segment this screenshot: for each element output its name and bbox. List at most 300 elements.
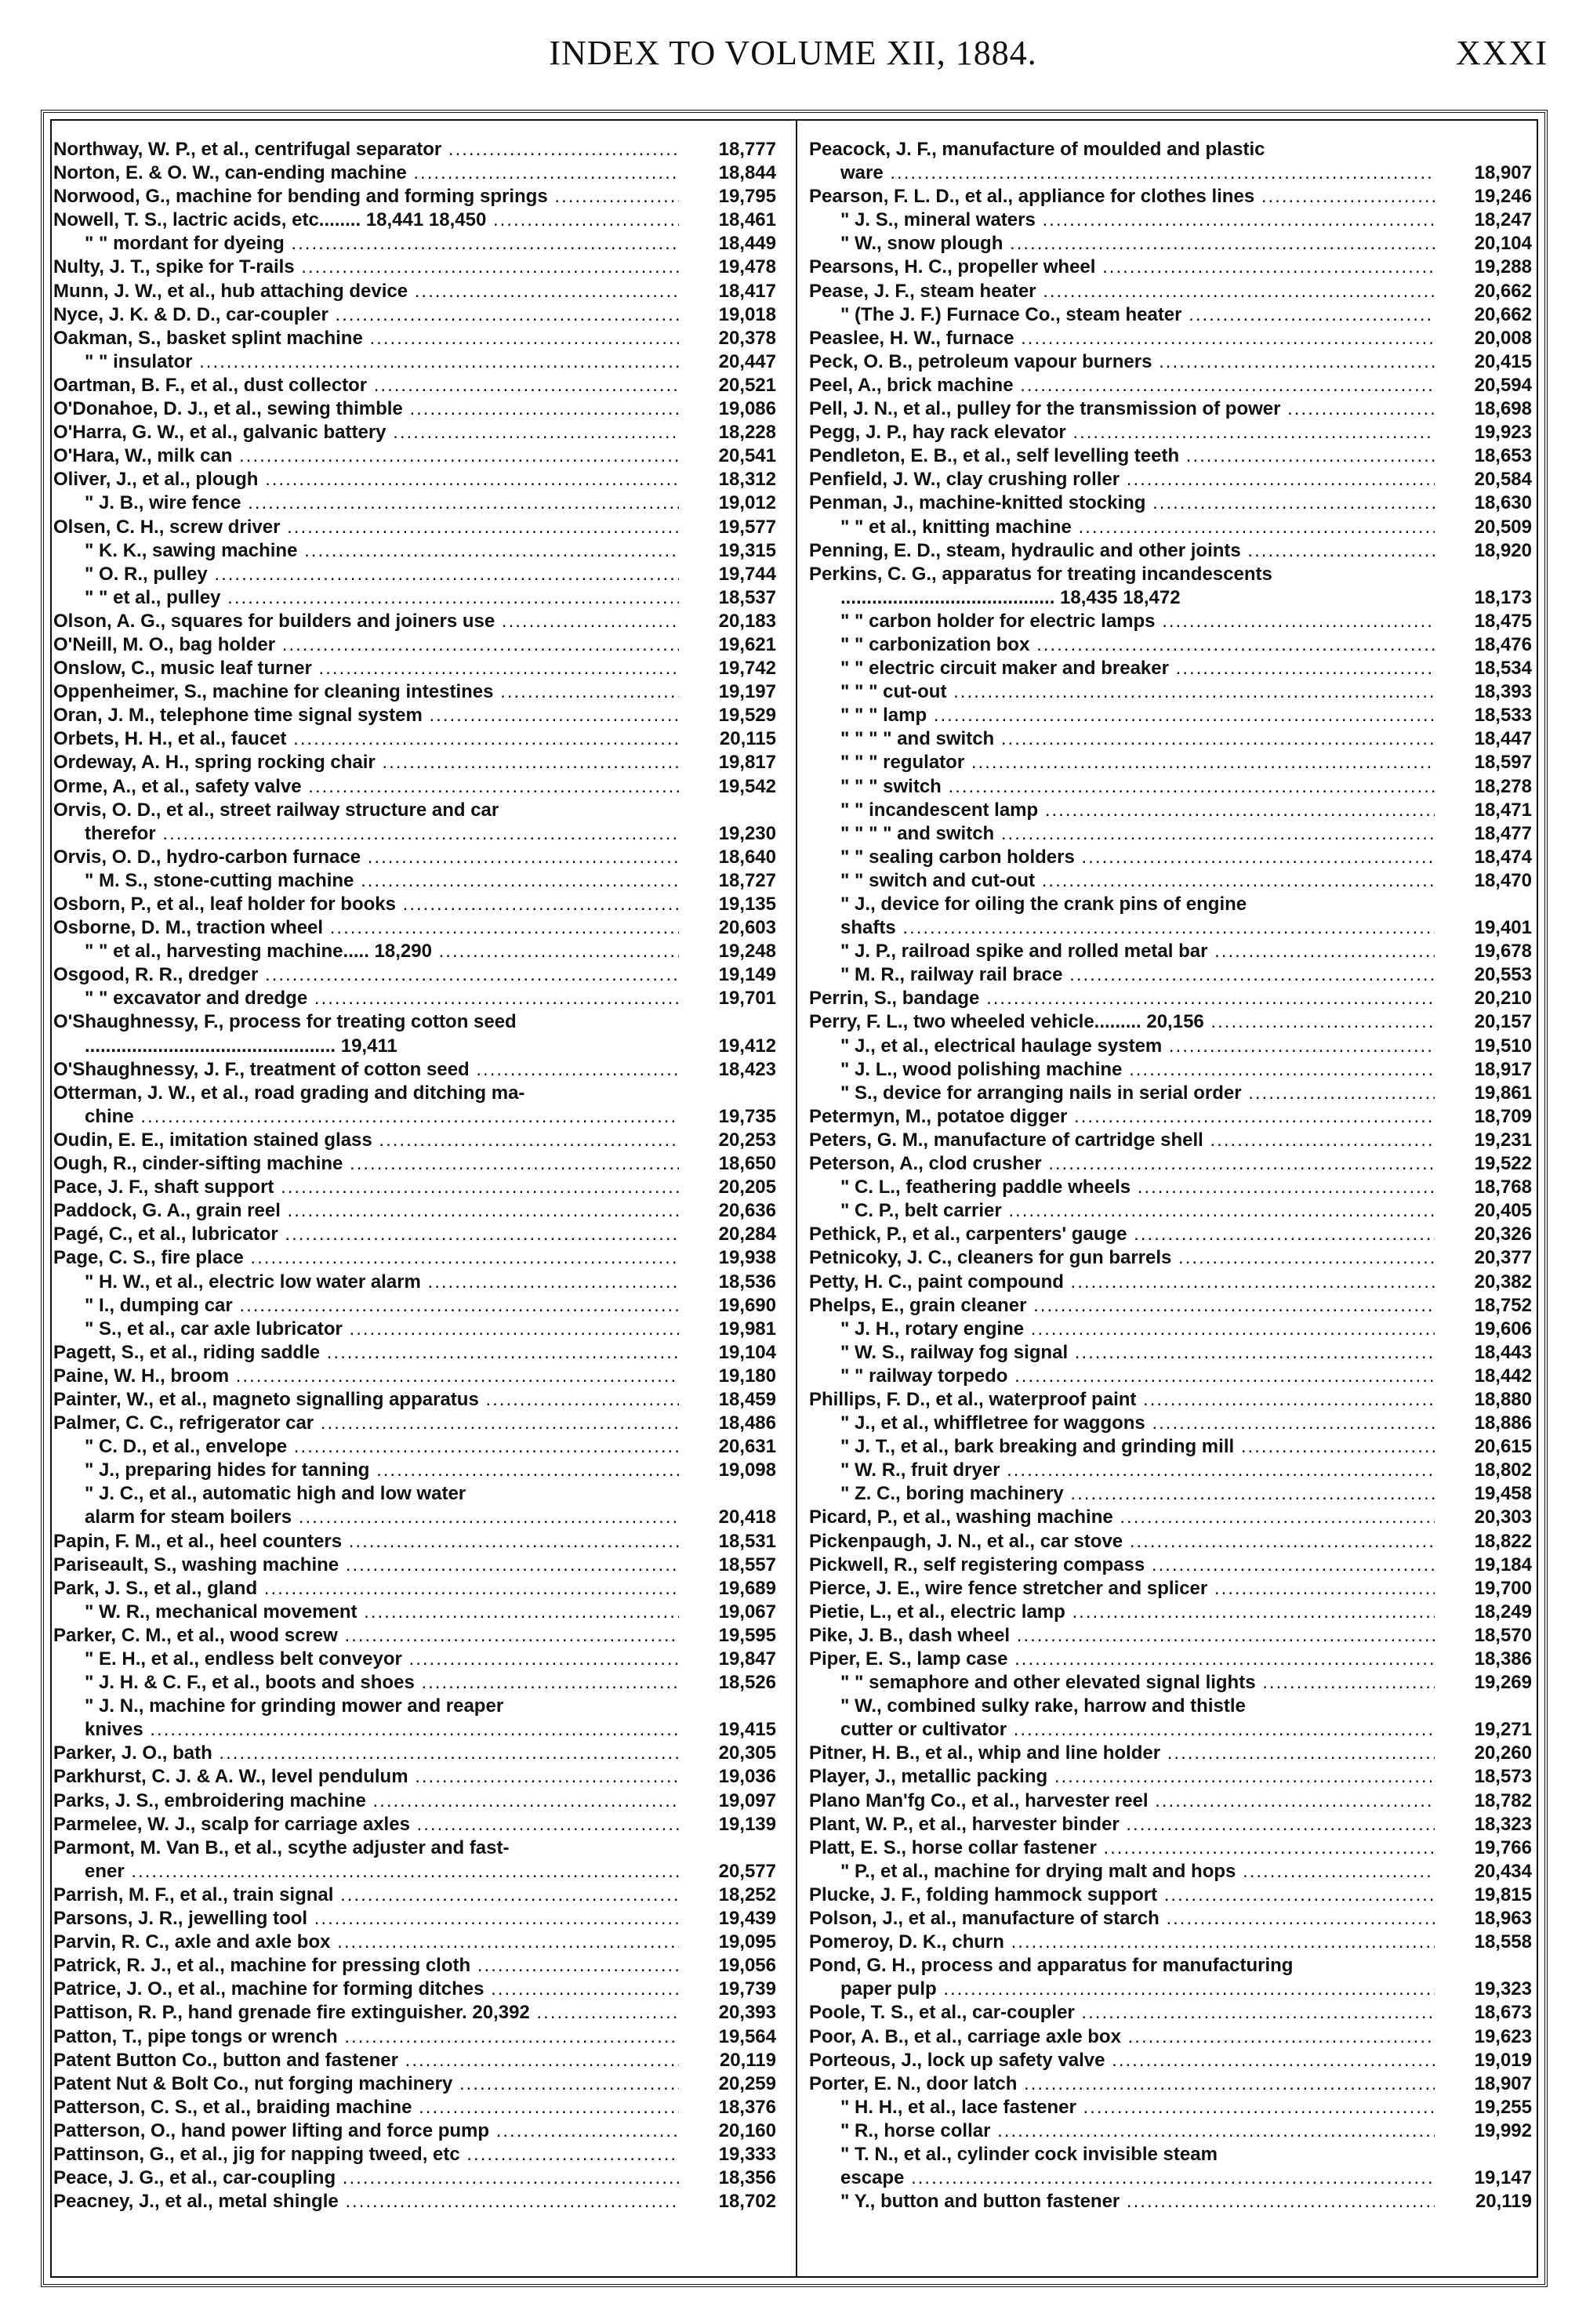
index-entry [53, 704, 781, 727]
index-entry-text: Patterson, C. S., et al., braiding machine ..... [53, 2096, 679, 2119]
index-entry-patent-number: 18,526 [682, 1671, 776, 1695]
index-entry-text: Perrin, S., bandage ..... [809, 987, 1435, 1010]
index-entry [53, 799, 781, 822]
index-entry-text: Orvis, O. D., hydro-carbon furnace ..... [53, 846, 679, 869]
index-entry [53, 1318, 781, 1341]
index-entry-patent-number: 19,315 [682, 539, 776, 563]
index-entry-patent-number: 18,252 [682, 1883, 776, 1907]
index-entry-text: Piper, E. S., lamp case ..... [809, 1648, 1435, 1671]
index-entry-text: Parrish, M. F., et al., train signal ..... [53, 1883, 679, 1907]
index-entry-text: " E. H., et al., endless belt conveyor ..... [53, 1648, 679, 1671]
index-entry-patent-number: 18,570 [1438, 1624, 1532, 1648]
index-entry-patent-number: 19,184 [1438, 1554, 1532, 1577]
index-entry-patent-number: 19,938 [682, 1246, 776, 1270]
index-entry [53, 916, 781, 940]
index-entry-text: " " " switch ..... [809, 775, 1435, 799]
index-entry-text: Norwood, G., machine for bending and forming springs ..... [53, 185, 679, 208]
index-entry-patent-number: 19,139 [682, 1813, 776, 1836]
index-entry-text: Nyce, J. K. & D. D., car-coupler ..... [53, 303, 679, 327]
index-entry-text: Northway, W. P., et al., centrifugal separator ..... [53, 138, 679, 161]
index-entry-patent-number: 18,536 [682, 1271, 776, 1294]
index-entry [53, 350, 781, 374]
index-entry [809, 1271, 1537, 1294]
index-entry-patent-number: 18,393 [1438, 680, 1532, 704]
left-column [53, 138, 781, 2213]
index-entry [53, 657, 781, 680]
index-entry-text: Peacock, J. F., manufacture of moulded and plastic [809, 139, 1265, 160]
index-entry-patent-number: 20,382 [1438, 1271, 1532, 1294]
index-entry-patent-number: 18,573 [1438, 1765, 1532, 1789]
index-entry-patent-number: 19,458 [1438, 1482, 1532, 1506]
index-entry-patent-number: 19,401 [1438, 916, 1532, 940]
index-entry-text: Perkins, C. G., apparatus for treating incandescents [809, 563, 1272, 585]
index-entry [809, 1246, 1537, 1270]
index-entry-patent-number: 19,104 [682, 1341, 776, 1365]
index-entry-patent-number: 18,173 [1438, 586, 1532, 610]
index-entry [809, 1176, 1537, 1199]
index-entry-text: " J. T., et al., bark breaking and grinding mill ..... [809, 1435, 1435, 1459]
index-entry-patent-number: 20,584 [1438, 468, 1532, 491]
index-entry-patent-number: 18,650 [682, 1152, 776, 1176]
index-entry-patent-number: 20,434 [1438, 1860, 1532, 1883]
index-entry-text: " J. H. & C. F., et al., boots and shoes ..... [53, 1671, 679, 1695]
index-entry-text: " T. N., et al., cylinder cock invisible steam [840, 2143, 1218, 2165]
index-entry-patent-number: 19,018 [682, 303, 776, 327]
index-entry-patent-number: 18,447 [1438, 727, 1532, 751]
index-entry [53, 1035, 781, 1058]
index-entry-patent-number: 18,249 [1438, 1601, 1532, 1624]
index-entry [53, 468, 781, 491]
index-entry-patent-number: 20,594 [1438, 374, 1532, 397]
index-entry-text: Penman, J., machine-knitted stocking ..... [809, 491, 1435, 515]
index-entry-patent-number: 18,597 [1438, 751, 1532, 774]
index-entry-text: " " switch and cut-out ..... [809, 869, 1435, 893]
index-entry-text: ener ..... [53, 1860, 679, 1883]
index-entry [809, 421, 1537, 444]
index-entry-text: Parkhurst, C. J. & A. W., level pendulum ..... [53, 1765, 679, 1789]
index-entry [53, 2025, 781, 2049]
index-entry-text: Pearsons, H. C., propeller wheel ..... [809, 256, 1435, 279]
index-entry-patent-number: 18,907 [1438, 2072, 1532, 2096]
index-entry-text: Onslow, C., music leaf turner ..... [53, 657, 679, 680]
index-entry-text: " R., horse collar ..... [809, 2119, 1435, 2143]
index-entry [53, 633, 781, 657]
index-entry-patent-number: 19,271 [1438, 1718, 1532, 1742]
index-entry-text: " J., et al., electrical haulage system ..... [809, 1035, 1435, 1058]
index-entry-patent-number: 19,861 [1438, 1082, 1532, 1105]
index-entry-patent-number: 20,662 [1438, 303, 1532, 327]
index-entry-patent-number: 19,056 [682, 1954, 776, 1978]
index-entry [809, 2001, 1537, 2025]
index-entry-text: " J. L., wood polishing machine ..... [809, 1058, 1435, 1082]
index-entry-patent-number: 20,393 [682, 2001, 776, 2025]
index-entry [809, 586, 1537, 610]
index-entry-text: O'Neill, M. O., bag holder ..... [53, 633, 679, 657]
index-entry-text: " Z. C., boring machinery ..... [809, 1482, 1435, 1506]
index-entry-patent-number: 18,443 [1438, 1341, 1532, 1365]
index-entry-patent-number: 20,210 [1438, 987, 1532, 1010]
index-entry-patent-number: 19,744 [682, 563, 776, 586]
index-entry-text: " " et al., pulley ..... [53, 586, 679, 610]
index-entry [809, 1765, 1537, 1789]
index-entry-text: " " mordant for dyeing ..... [53, 232, 679, 256]
index-entry-text: Plant, W. P., et al., harvester binder ..... [809, 1813, 1435, 1836]
index-frame [41, 110, 1548, 2287]
index-entry-text: Orme, A., et al., safety valve ..... [53, 775, 679, 799]
index-entry [809, 1624, 1537, 1648]
index-entry-text: Petnicoky, J. C., cleaners for gun barrels ..... [809, 1246, 1435, 1270]
index-entry-patent-number: 19,992 [1438, 2119, 1532, 2143]
index-entry [53, 374, 781, 397]
index-entry [809, 963, 1537, 987]
index-entry-text: Oartman, B. F., et al., dust collector ..... [53, 374, 679, 397]
index-entry-patent-number: 19,147 [1438, 2166, 1532, 2190]
index-entry-patent-number: 18,534 [1438, 657, 1532, 680]
index-entry [809, 491, 1537, 515]
index-entry [53, 869, 781, 893]
index-entry-text: O'Shaughnessy, J. F., treatment of cotton seed ..... [53, 1058, 679, 1082]
index-entry [809, 563, 1537, 586]
index-entry [53, 2166, 781, 2190]
index-entry [809, 280, 1537, 303]
index-entry-text: Parsons, J. R., jewelling tool ..... [53, 1907, 679, 1931]
column-divider [796, 119, 797, 2278]
index-entry [809, 610, 1537, 633]
index-entry-text: Oppenheimer, S., machine for cleaning intestines ..... [53, 680, 679, 704]
index-entry-patent-number: 18,558 [1438, 1931, 1532, 1954]
index-entry-text: chine ..... [53, 1105, 679, 1129]
index-entry-text: Nulty, J. T., spike for T-rails ..... [53, 256, 679, 279]
index-entry-text: " " insulator ..... [53, 350, 679, 374]
index-entry [809, 1648, 1537, 1671]
index-entry-patent-number: 19,815 [1438, 1883, 1532, 1907]
index-entry-text: " J., et al., whiffletree for waggons ..... [809, 1412, 1435, 1435]
index-entry [809, 657, 1537, 680]
index-entry-text: " J. P., railroad spike and rolled metal bar ..... [809, 940, 1435, 963]
index-entry-patent-number: 20,253 [682, 1129, 776, 1152]
index-entry [53, 963, 781, 987]
index-entry [809, 1129, 1537, 1152]
index-entry-patent-number: 19,067 [682, 1601, 776, 1624]
index-entry-patent-number: 18,449 [682, 232, 776, 256]
index-entry-patent-number: 18,844 [682, 161, 776, 185]
index-entry-text: " " et al., harvesting machine..... 18,290 ..... [53, 940, 679, 963]
index-entry-text: Platt, E. S., horse collar fastener ..... [809, 1836, 1435, 1860]
index-entry [53, 1671, 781, 1695]
index-entry-patent-number: 18,470 [1438, 869, 1532, 893]
index-entry [809, 2049, 1537, 2072]
index-entry-text: knives ..... [53, 1718, 679, 1742]
index-entry [53, 727, 781, 751]
index-entry-patent-number: 19,248 [682, 940, 776, 963]
index-entry-patent-number: 18,531 [682, 1530, 776, 1554]
index-entry [809, 2166, 1537, 2190]
index-entry-text: Pitner, H. B., et al., whip and line holder ..... [809, 1742, 1435, 1765]
index-entry-patent-number: 18,474 [1438, 846, 1532, 869]
index-entry-patent-number: 20,415 [1438, 350, 1532, 374]
index-entry [809, 1954, 1537, 1978]
index-entry-text: Pickwell, R., self registering compass ..... [809, 1554, 1435, 1577]
index-entry [53, 516, 781, 539]
index-entry-text: Petermyn, M., potatoe digger ..... [809, 1105, 1435, 1129]
index-entry-patent-number: 18,777 [682, 138, 776, 161]
index-entry [809, 350, 1537, 374]
index-entry-text: paper pulp ..... [809, 1978, 1435, 2001]
index-entry [809, 2025, 1537, 2049]
index-entry-patent-number: 20,553 [1438, 963, 1532, 987]
index-entry [809, 1860, 1537, 1883]
index-entry-text: alarm for steam boilers ..... [53, 1506, 679, 1529]
index-entry-text: Plano Man'fg Co., et al., harvester reel ..... [809, 1789, 1435, 1813]
index-entry-patent-number: 20,631 [682, 1435, 776, 1459]
index-entry [809, 2143, 1537, 2166]
index-entry [53, 397, 781, 421]
index-entry-patent-number: 19,412 [682, 1035, 776, 1058]
index-entry-text: Porteous, J., lock up safety valve ..... [809, 2049, 1435, 2072]
index-entry-text: Oakman, S., basket splint machine ..... [53, 327, 679, 350]
index-entry-text: " J. S., mineral waters ..... [809, 208, 1435, 232]
index-entry-patent-number: 19,981 [682, 1318, 776, 1341]
index-entry-text: Paddock, G. A., grain reel ..... [53, 1199, 679, 1223]
index-entry-text: " " " " and switch ..... [809, 727, 1435, 751]
index-entry-patent-number: 18,247 [1438, 208, 1532, 232]
page-header [0, 33, 1586, 80]
index-entry-text: Peace, J. G., et al., car-coupling ..... [53, 2166, 679, 2190]
index-entry-patent-number: 19,180 [682, 1365, 776, 1388]
index-entry-patent-number: 19,246 [1438, 185, 1532, 208]
index-entry-text: " " carbonization box ..... [809, 633, 1435, 657]
index-entry-text: " S., device for arranging nails in serial order ..... [809, 1082, 1435, 1105]
index-entry-patent-number: 19,097 [682, 1789, 776, 1813]
running-title: INDEX TO VOLUME XII, 1884. [549, 34, 1037, 72]
index-entry [53, 2001, 781, 2025]
index-entry-text: " " " lamp ..... [809, 704, 1435, 727]
index-entry [809, 1836, 1537, 1860]
index-entry-patent-number: 18,886 [1438, 1412, 1532, 1435]
index-entry-text: Pendleton, E. B., et al., self levelling teeth ..... [809, 444, 1435, 468]
index-entry-text: Olson, A. G., squares for builders and joiners use ..... [53, 610, 679, 633]
index-entry-text: " " " cut-out ..... [809, 680, 1435, 704]
index-entry-text: " " incandescent lamp ..... [809, 799, 1435, 822]
index-entry-text: Nowell, T. S., lactric acids, etc........ 18,441 18,450 ..... [53, 208, 679, 232]
index-entry [53, 1082, 781, 1105]
index-entry-patent-number: 18,423 [682, 1058, 776, 1082]
index-entry [809, 680, 1537, 704]
index-entry [809, 2072, 1537, 2096]
index-entry-patent-number: 19,529 [682, 704, 776, 727]
index-entry-text: Pariseault, S., washing machine ..... [53, 1554, 679, 1577]
index-entry [809, 232, 1537, 256]
index-entry [53, 1412, 781, 1435]
index-entry [53, 1223, 781, 1246]
index-entry-text: ......................................... 18,435 18,472 [840, 586, 1181, 608]
index-entry-patent-number: 20,008 [1438, 327, 1532, 350]
index-entry-patent-number: 20,636 [682, 1199, 776, 1223]
index-entry-text: Oudin, E. E., imitation stained glass ..... [53, 1129, 679, 1152]
index-entry-patent-number: 19,817 [682, 751, 776, 774]
index-entry [53, 303, 781, 327]
index-entry [809, 1695, 1537, 1718]
index-entry [53, 1176, 781, 1199]
index-entry-text: Patrice, J. O., et al., machine for forming ditches ..... [53, 1978, 679, 2001]
index-entry [809, 2190, 1537, 2213]
index-entry-patent-number: 18,880 [1438, 1388, 1532, 1412]
index-entry [809, 775, 1537, 799]
index-entry-text: " W., combined sulky rake, harrow and thistle [840, 1695, 1246, 1717]
index-entry-patent-number: 19,847 [682, 1648, 776, 1671]
index-entry-text: Pearson, F. L. D., et al., appliance for clothes lines ..... [809, 185, 1435, 208]
index-entry-patent-number: 18,698 [1438, 397, 1532, 421]
index-entry [809, 303, 1537, 327]
index-entry-text: Parvin, R. C., axle and axle box ..... [53, 1931, 679, 1954]
index-entry-patent-number: 20,405 [1438, 1199, 1532, 1223]
index-entry [809, 822, 1537, 846]
index-entry-text: Pease, J. F., steam heater ..... [809, 280, 1435, 303]
index-entry-patent-number: 18,640 [682, 846, 776, 869]
index-entry [53, 1577, 781, 1601]
index-entry-text: Pomeroy, D. K., churn ..... [809, 1931, 1435, 1954]
index-entry [809, 1554, 1537, 1577]
index-entry-patent-number: 20,205 [682, 1176, 776, 1199]
index-entry-text: " " excavator and dredge ..... [53, 987, 679, 1010]
index-entry [809, 327, 1537, 350]
index-entry-patent-number: 18,461 [682, 208, 776, 232]
index-entry [53, 1554, 781, 1577]
index-entry [809, 185, 1537, 208]
page-number: XXXI [1456, 34, 1548, 72]
index-entry-patent-number: 19,522 [1438, 1152, 1532, 1176]
index-entry-patent-number: 18,323 [1438, 1813, 1532, 1836]
index-entry-text: " H. H., et al., lace fastener ..... [809, 2096, 1435, 2119]
index-entry-text: " C. D., et al., envelope ..... [53, 1435, 679, 1459]
index-entry-text: " " " " and switch ..... [809, 822, 1435, 846]
index-entry [809, 1105, 1537, 1129]
index-entry [53, 1742, 781, 1765]
index-entry-text: Patton, T., pipe tongs or wrench ..... [53, 2025, 679, 2049]
index-entry-patent-number: 20,160 [682, 2119, 776, 2143]
index-entry [809, 869, 1537, 893]
index-entry-text: O'Donahoe, D. J., et al., sewing thimble ..... [53, 397, 679, 421]
index-entry-text: Petty, H. C., paint compound ..... [809, 1271, 1435, 1294]
index-entry-patent-number: 18,709 [1438, 1105, 1532, 1129]
index-entry-text: Porter, E. N., door latch ..... [809, 2072, 1435, 2096]
right-column [809, 138, 1537, 2213]
index-entry [53, 1530, 781, 1554]
index-entry-patent-number: 20,115 [682, 727, 776, 751]
index-entry [809, 374, 1537, 397]
index-entry-patent-number: 19,415 [682, 1718, 776, 1742]
index-entry [53, 1765, 781, 1789]
index-entry [809, 516, 1537, 539]
index-entry [809, 1742, 1537, 1765]
index-entry-text: Peck, O. B., petroleum vapour burners ..... [809, 350, 1435, 374]
index-entry-text: Plucke, J. F., folding hammock support ..... [809, 1883, 1435, 1907]
index-entry [53, 1365, 781, 1388]
index-entry-text: Osborn, P., et al., leaf holder for books ..... [53, 893, 679, 916]
index-entry [809, 1341, 1537, 1365]
index-entry-text: " J. C., et al., automatic high and low water [85, 1483, 466, 1505]
index-entry [53, 1931, 781, 1954]
index-entry-patent-number: 19,255 [1438, 2096, 1532, 2119]
index-entry-patent-number: 20,326 [1438, 1223, 1532, 1246]
index-entry [53, 2190, 781, 2213]
index-entry [809, 1152, 1537, 1176]
index-entry-patent-number: 19,564 [682, 2025, 776, 2049]
index-entry-patent-number: 18,630 [1438, 491, 1532, 515]
index-entry-text: O'Shaughnessy, F., process for treating cotton seed [53, 1011, 517, 1033]
index-entry-text: Olsen, C. H., screw driver ..... [53, 516, 679, 539]
index-entry [53, 1435, 781, 1459]
index-entry [809, 1530, 1537, 1554]
index-entry [53, 327, 781, 350]
index-entry-patent-number: 20,183 [682, 610, 776, 633]
index-entry-text: Penfield, J. W., clay crushing roller ..... [809, 468, 1435, 491]
index-entry-text: Pattinson, G., et al., jig for napping tweed, etc ..... [53, 2143, 679, 2166]
index-entry [53, 208, 781, 232]
index-entry-text: " W. R., mechanical movement ..... [53, 1601, 679, 1624]
index-entry-patent-number: 20,157 [1438, 1010, 1532, 1034]
index-entry-text: " J. N., machine for grinding mower and reaper [85, 1695, 504, 1717]
index-entry [809, 444, 1537, 468]
index-entry [809, 1388, 1537, 1412]
index-entry [53, 539, 781, 563]
index-entry [53, 2072, 781, 2096]
index-entry-patent-number: 18,386 [1438, 1648, 1532, 1671]
index-entry-patent-number: 19,478 [682, 256, 776, 279]
index-entry [53, 563, 781, 586]
index-entry [809, 799, 1537, 822]
index-entry-patent-number: 20,521 [682, 374, 776, 397]
index-entry-patent-number: 18,278 [1438, 775, 1532, 799]
index-entry [809, 1199, 1537, 1223]
index-entry-text: " C. L., feathering paddle wheels ..... [809, 1176, 1435, 1199]
index-entry [809, 1883, 1537, 1907]
index-entry [809, 208, 1537, 232]
index-entry [53, 1883, 781, 1907]
index-entry-patent-number: 18,673 [1438, 2001, 1532, 2025]
index-entry-patent-number: 19,333 [682, 2143, 776, 2166]
index-entry-text: " J. H., rotary engine ..... [809, 1318, 1435, 1341]
index-entry [809, 2119, 1537, 2143]
index-entry [809, 1435, 1537, 1459]
index-entry-text: Oliver, J., et al., plough ..... [53, 468, 679, 491]
index-entry [53, 1978, 781, 2001]
index-entry [809, 1718, 1537, 1742]
index-entry [809, 751, 1537, 774]
index-entry-text: Peaslee, H. W., furnace ..... [809, 327, 1435, 350]
index-entry-patent-number: 19,595 [682, 1624, 776, 1648]
index-entry-patent-number: 18,312 [682, 468, 776, 491]
index-entry [53, 491, 781, 515]
index-entry-patent-number: 19,231 [1438, 1129, 1532, 1152]
index-entry-patent-number: 20,509 [1438, 516, 1532, 539]
index-entry-text: Poole, T. S., et al., car-coupler ..... [809, 2001, 1435, 2025]
index-entry [53, 1718, 781, 1742]
index-entry [809, 1223, 1537, 1246]
index-entry-text: Parker, J. O., bath ..... [53, 1742, 679, 1765]
index-entry-text: Phillips, F. D., et al., waterproof paint ..... [809, 1388, 1435, 1412]
index-entry-text: Pickenpaugh, J. N., et al., car stove ..... [809, 1530, 1435, 1554]
index-entry-patent-number: 18,702 [682, 2190, 776, 2213]
index-entry-patent-number: 20,259 [682, 2072, 776, 2096]
index-entry [53, 1954, 781, 1978]
index-entry-text: Picard, P., et al., washing machine ..... [809, 1506, 1435, 1529]
index-entry-patent-number: 18,459 [682, 1388, 776, 1412]
index-entry-patent-number: 20,378 [682, 327, 776, 350]
index-entry-text: " W. R., fruit dryer ..... [809, 1459, 1435, 1482]
index-entry [809, 1294, 1537, 1318]
index-entry-text: Peacney, J., et al., metal shingle ..... [53, 2190, 679, 2213]
